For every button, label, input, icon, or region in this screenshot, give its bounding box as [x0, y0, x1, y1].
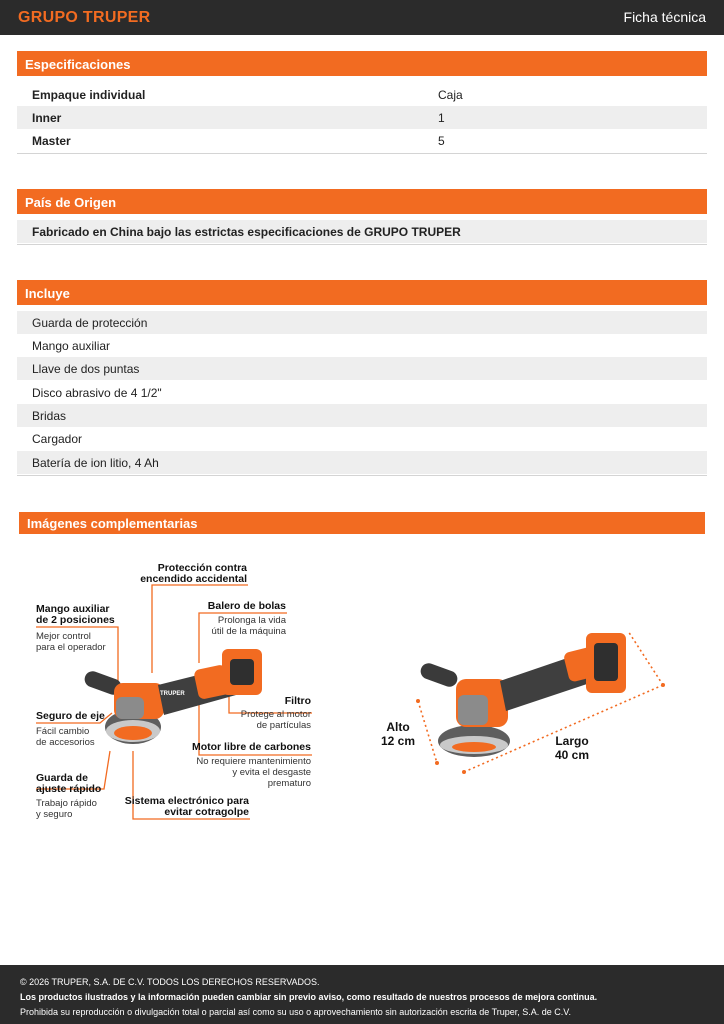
callout-motor-desc-1: No requiere mantenimiento: [196, 756, 311, 767]
include-item: Batería de ion litio, 4 Ah: [17, 451, 707, 474]
divider: [17, 153, 707, 154]
include-item: Disco abrasivo de 4 1/2": [32, 386, 162, 400]
document-type: Ficha técnica: [623, 9, 706, 25]
footer-legal: Prohibida su reproducción o divulgación total o parcial así como su uso o aprovechamiento sin autorización escrita de Truper, S.A. de C.V.: [20, 1007, 571, 1017]
callout-sistema-title-2: evitar cotragolpe: [164, 806, 249, 818]
include-item: Bridas: [17, 404, 707, 427]
callout-balero-desc-1: Prolonga la vida: [217, 615, 286, 626]
include-item: Mango auxiliar: [32, 339, 111, 353]
callout-guarda-title-1: Guarda de: [36, 772, 88, 784]
include-item: Cargador: [32, 432, 83, 446]
images-section-title: Imágenes complementarias: [19, 512, 705, 534]
footer: [0, 965, 724, 1024]
callout-seguro-desc-1: Fácil cambio: [36, 726, 90, 737]
callout-mango-title-1: Mango auxiliar: [36, 603, 110, 615]
callout-proteccion-title-2: encendido accidental: [140, 573, 247, 585]
callout-motor-desc-2: y evita el desgaste: [232, 767, 311, 778]
dimension-alto-value: 12 cm: [380, 734, 416, 748]
callout-mango-desc-1: Mejor control: [36, 631, 91, 642]
top-bar: [0, 0, 724, 35]
specs-section-title: Especificaciones: [17, 51, 707, 76]
footer-notice: Los productos ilustrados y la información pueden cambiar sin previo aviso, como resultado de nuestros procesos de mejora continua.: [20, 992, 598, 1002]
include-item: Guarda de protección: [17, 311, 707, 334]
spec-row: [17, 106, 707, 129]
spec-row: [17, 129, 707, 152]
grinder-illustration-right: [416, 631, 665, 774]
callout-motor-title: Motor libre de carbones: [191, 741, 311, 753]
callout-mango-title-2: de 2 posiciones: [36, 614, 115, 626]
spec-label: Master: [32, 134, 71, 148]
callout-guarda-title-2: ajuste rápido: [36, 783, 102, 795]
callout-balero-title: Balero de bolas: [207, 600, 286, 612]
includes-section-title: Incluye: [17, 280, 707, 305]
footer-copyright: © 2026 TRUPER, S.A. DE C.V. TODOS LOS DERECHOS RESERVADOS.: [20, 977, 320, 987]
callout-filtro-desc-1: Protege al motor: [240, 709, 311, 720]
callout-motor-desc-3: prematuro: [267, 778, 311, 789]
include-item: Llave de dos puntas: [17, 357, 707, 380]
dimension-largo-label: Largo: [555, 734, 589, 748]
spec-value: Caja: [438, 88, 463, 102]
brand-logo: GRUPO TRUPER: [18, 9, 151, 26]
callout-seguro-desc-2: de accesorios: [36, 737, 95, 748]
callout-guarda-desc-1: Trabajo rápido: [36, 798, 97, 809]
dimension-largo-value: 40 cm: [554, 748, 590, 762]
callout-filtro-title: Filtro: [284, 695, 311, 707]
spec-label: Empaque individual: [32, 88, 146, 102]
callout-balero-desc-2: útil de la máquina: [211, 626, 286, 637]
divider: [17, 244, 707, 245]
spec-value: 5: [438, 134, 445, 148]
origin-text: Fabricado en China bajo las estrictas especificaciones de GRUPO TRUPER: [17, 220, 707, 243]
spec-value: 1: [438, 111, 445, 125]
divider: [17, 475, 707, 476]
spec-row: [17, 83, 707, 106]
callout-filtro-desc-2: de partículas: [256, 720, 311, 731]
product-diagram: [0, 545, 724, 845]
callout-mango-desc-2: para el operador: [36, 642, 106, 653]
callout-proteccion-title-1: Protección contra: [157, 562, 247, 574]
dimension-alto-label: Alto: [386, 720, 410, 734]
callout-guarda-desc-2: y seguro: [36, 809, 73, 820]
callout-sistema-title-1: Sistema electrónico para: [124, 795, 249, 807]
tool-brand-mark: TRUPER: [160, 691, 185, 697]
callout-seguro-title: Seguro de eje: [36, 710, 105, 722]
origin-section-title: País de Origen: [17, 189, 707, 214]
spec-label: Inner: [32, 111, 62, 125]
